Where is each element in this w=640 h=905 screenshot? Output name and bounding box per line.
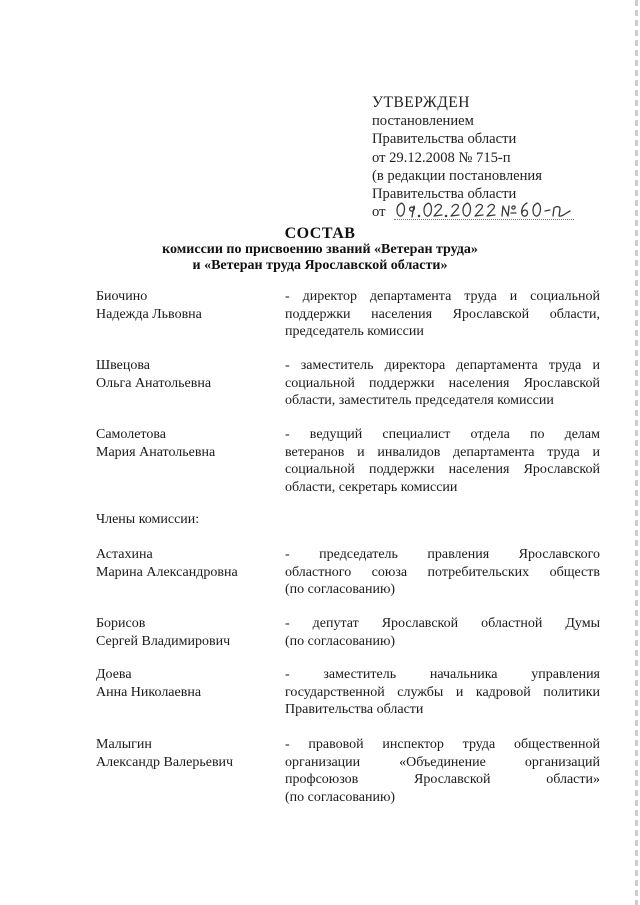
duty-line: (по согласованию) <box>285 633 396 649</box>
duty-line: - депутат Ярославской областной Думы <box>285 616 600 631</box>
member-surname: Биочино <box>96 289 148 304</box>
date-prefix: от <box>372 204 386 221</box>
duty-line: - директор департамента труда и социальной <box>285 289 600 304</box>
member-surname: Самолетова <box>96 427 166 442</box>
member-given-name: Анна Николаевна <box>96 684 202 700</box>
members-section-label: Члены комиссии: <box>96 512 200 527</box>
duty-line: поддержки населения Ярославской области, <box>285 306 600 322</box>
scan-edge-marks <box>635 0 638 905</box>
duty-line: области, заместитель председателя комиссии <box>285 393 554 408</box>
document-subtitle: и «Ветеран труда Ярославской области» <box>192 258 448 273</box>
document-title: СОСТАВ <box>284 225 356 242</box>
member-name <box>96 666 276 701</box>
amendment-date-line <box>372 203 542 221</box>
member-duty <box>285 288 600 341</box>
member-given-name: Ольга Анатольевна <box>96 375 212 391</box>
duty-line: Правительства области <box>285 702 424 717</box>
duty-line: - заместитель директора департамента труда и <box>285 358 600 373</box>
member-name <box>96 615 276 650</box>
duty-line: - председатель правления Ярославского <box>285 547 600 562</box>
member-duty <box>285 736 600 806</box>
approval-line: Правительства области <box>372 186 517 203</box>
approval-line: постановлением <box>372 113 474 130</box>
member-given-name: Надежда Львовна <box>96 306 202 322</box>
member-surname: Доева <box>96 667 132 682</box>
member-surname: Швецова <box>96 358 150 373</box>
document-subtitle: комиссии по присвоению званий «Ветеран труда» <box>162 242 478 257</box>
member-given-name: Александр Валерьевич <box>96 754 234 770</box>
member-duty <box>285 615 600 650</box>
approval-line: УТВЕРЖДЕН <box>372 94 470 111</box>
duty-line: области, секретарь комиссии <box>285 479 458 495</box>
approval-line: Правительства области <box>372 131 517 148</box>
member-name <box>96 736 276 771</box>
approval-line: от 29.12.2008 № 715-п <box>372 149 511 166</box>
duty-line: организации «Объединение организаций <box>285 754 600 770</box>
duty-line: областного союза потребительских обществ <box>285 564 600 580</box>
duty-line: - заместитель начальника управления <box>285 667 600 682</box>
approval-line: (в редакции постановления <box>372 167 542 184</box>
member-duty <box>285 546 600 599</box>
member-duty <box>285 357 600 410</box>
member-name <box>96 426 276 461</box>
member-given-name: Сергей Владимирович <box>96 633 231 649</box>
duty-line: - правовой инспектор труда общественной <box>285 737 600 752</box>
approval-block <box>372 94 542 221</box>
member-given-name: Мария Анатольевна <box>96 444 216 460</box>
duty-line: ветеранов и инвалидов департамента труда и <box>285 444 600 460</box>
member-given-name: Марина Александровна <box>96 564 238 580</box>
member-duty <box>285 426 600 496</box>
duty-line: государственной службы и кадровой политики <box>285 684 600 700</box>
member-name <box>96 546 276 581</box>
member-surname: Борисов <box>96 616 146 631</box>
duty-line: социальной поддержки населения Ярославской <box>285 375 600 391</box>
handwritten-date-signature <box>394 196 584 222</box>
duty-line: - ведущий специалист отдела по делам <box>285 427 600 442</box>
duty-line: (по согласованию) <box>285 582 396 597</box>
member-surname: Астахина <box>96 547 153 562</box>
member-name <box>96 288 276 323</box>
member-duty <box>285 666 600 719</box>
duty-line: (по согласованию) <box>285 789 396 805</box>
duty-line: профсоюзов Ярославской области» <box>285 772 600 787</box>
duty-line: социальной поддержки населения Ярославской <box>285 462 600 477</box>
duty-line: председатель комиссии <box>285 324 424 339</box>
member-name <box>96 357 276 392</box>
member-surname: Малыгин <box>96 737 152 752</box>
